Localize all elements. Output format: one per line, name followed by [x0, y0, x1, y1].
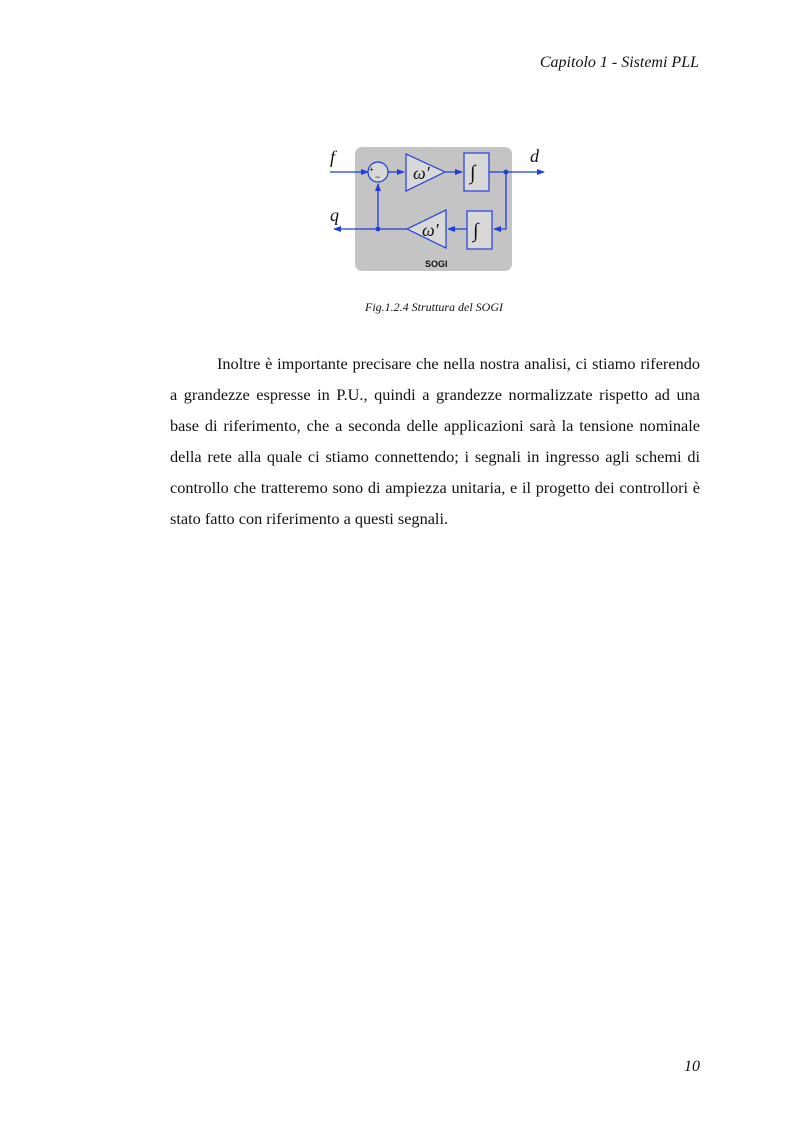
sum-plus-sign: +	[369, 165, 374, 174]
gain-bottom-label: ω′	[422, 220, 439, 240]
body-text	[170, 348, 700, 534]
integrator-block-bottom	[467, 211, 492, 249]
gain-top-label: ω′	[413, 163, 430, 183]
figure-caption: Fig.1.2.4 Struttura del SOGI	[365, 300, 503, 314]
block-name-label: SOGI	[425, 259, 448, 269]
sogi-block-diagram	[320, 140, 570, 280]
output-label-d: d	[530, 146, 539, 166]
paragraph: Inoltre è importante precisare che nella nostra analisi, ci stiamo riferendo a grandezze espresse in P.U., quindi a grandezze normalizzate rispetto ad una base di riferimento, che a seconda delle applicazioni sarà la tensione nominale della rete alla quale ci stiamo connettendo; i segnali in ingresso agli schemi di controllo che tratteremo sono di ampiezza unitaria, e il progetto dei controllori è stato fatto con riferimento a questi segnali.	[170, 354, 700, 528]
sum-minus-sign: −	[375, 172, 381, 182]
input-label-f: f	[330, 147, 336, 167]
integrator-top-symbol: ∫	[470, 162, 476, 184]
integrator-bottom-symbol: ∫	[473, 220, 479, 242]
running-header: Capitolo 1 - Sistemi PLL	[539, 54, 699, 71]
output-label-q: q	[330, 205, 339, 225]
integrator-block-top	[464, 153, 489, 191]
page-number: 10	[684, 1058, 700, 1075]
